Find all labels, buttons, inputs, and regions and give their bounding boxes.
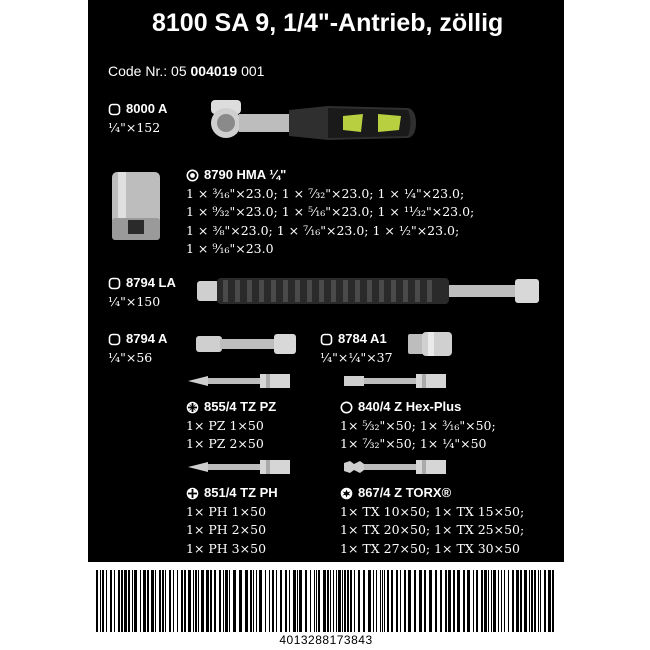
item-name: 855/4 TZ PZ (204, 399, 277, 414)
hex-bit-icon (340, 370, 452, 392)
item-spec: ¼"×152 (108, 119, 161, 135)
item-spec-2: 1 × ⁹⁄₃₂"×23.0; 1 × ⁵⁄₁₆"×23.0; 1 × ¹¹⁄₃₂"×23.0; (186, 204, 475, 219)
torx-icon (340, 487, 353, 500)
item-spec-3: 1× PH 3×50 (186, 540, 267, 556)
code-bold: 004019 (190, 63, 238, 79)
code-prefix: Code Nr.: 05 (108, 63, 191, 79)
short-extension-icon (192, 330, 302, 358)
item-name: 8784 A1 (338, 331, 387, 346)
item-name: 8000 A (126, 101, 168, 116)
square-drive-icon (108, 277, 121, 290)
barcode-number: 4013288173843 (279, 633, 373, 647)
square-drive-icon (108, 103, 121, 116)
barcode-icon (96, 570, 556, 632)
item-8784a1 (320, 330, 393, 367)
square-drive-icon (108, 333, 121, 346)
item-name: 8794 LA (126, 275, 176, 290)
item-867-torx (340, 484, 524, 558)
item-8000a (108, 100, 167, 137)
square-drive-icon (320, 333, 333, 346)
item-spec-2: 1× PZ 2×50 (186, 436, 264, 451)
torx-bit-icon (340, 456, 452, 478)
socket-icon (108, 168, 164, 246)
product-title: 8100 SA 9, 1/4"-Antrieb, zöllig (152, 9, 504, 37)
pozidriv-icon (186, 401, 199, 414)
item-8790hma (186, 166, 474, 259)
ratchet-icon (203, 96, 418, 146)
item-840-hex (340, 398, 496, 454)
item-spec-2: 1× ⁷⁄₃₂"×50; 1× ¼"×50 (340, 436, 487, 451)
item-spec: ¼"×150 (108, 293, 161, 309)
item-name: 840/4 Z Hex-Plus (358, 399, 462, 414)
barcode-area (88, 562, 564, 650)
phillips-icon (186, 487, 199, 500)
hex-socket-icon (186, 169, 199, 182)
pz-bit-icon (184, 370, 296, 392)
ph-bit-icon (184, 456, 296, 478)
item-855-pz (186, 398, 276, 454)
item-851-ph (186, 484, 278, 558)
item-spec-1: 1× PZ 1×50 (186, 417, 264, 433)
code-suffix: 001 (237, 63, 265, 79)
item-spec-2: 1× TX 20×50; 1× TX 25×50; (340, 522, 525, 537)
item-name: 851/4 TZ PH (204, 485, 278, 500)
bit-adapter-icon (404, 328, 460, 360)
item-spec-1: 1× ⁵⁄₃₂"×50; 1× ³⁄₁₆"×50; (340, 417, 496, 433)
item-name: 867/4 Z TORX® (358, 485, 452, 500)
item-spec-2: 1× PH 2×50 (186, 522, 267, 537)
item-name: 8794 A (126, 331, 168, 346)
product-card (88, 0, 564, 650)
item-8794a (108, 330, 167, 367)
article-code (108, 63, 264, 79)
item-spec-3: 1× TX 27×50; 1× TX 30×50 (340, 540, 520, 556)
item-spec: ¼"×¼"×37 (320, 349, 393, 365)
item-spec-1: 1 × ³⁄₁₆"×23.0; 1 × ⁷⁄₃₂"×23.0; 1 × ¼"×23.0; (186, 185, 465, 201)
item-8794la (108, 274, 176, 311)
item-spec: ¼"×56 (108, 349, 153, 365)
item-spec-3: 1 × ⅜"×23.0; 1 × ⁷⁄₁₆"×23.0; 1 × ½"×23.0; (186, 222, 460, 238)
item-spec-4: 1 × ⁹⁄₁₆"×23.0 (186, 241, 274, 256)
item-name: 8790 HMA ¼" (204, 167, 287, 182)
hex-plus-icon (340, 401, 353, 414)
item-spec-1: 1× PH 1×50 (186, 503, 267, 519)
item-spec-1: 1× TX 10×50; 1× TX 15×50; (340, 503, 525, 519)
long-extension-icon (193, 271, 545, 311)
